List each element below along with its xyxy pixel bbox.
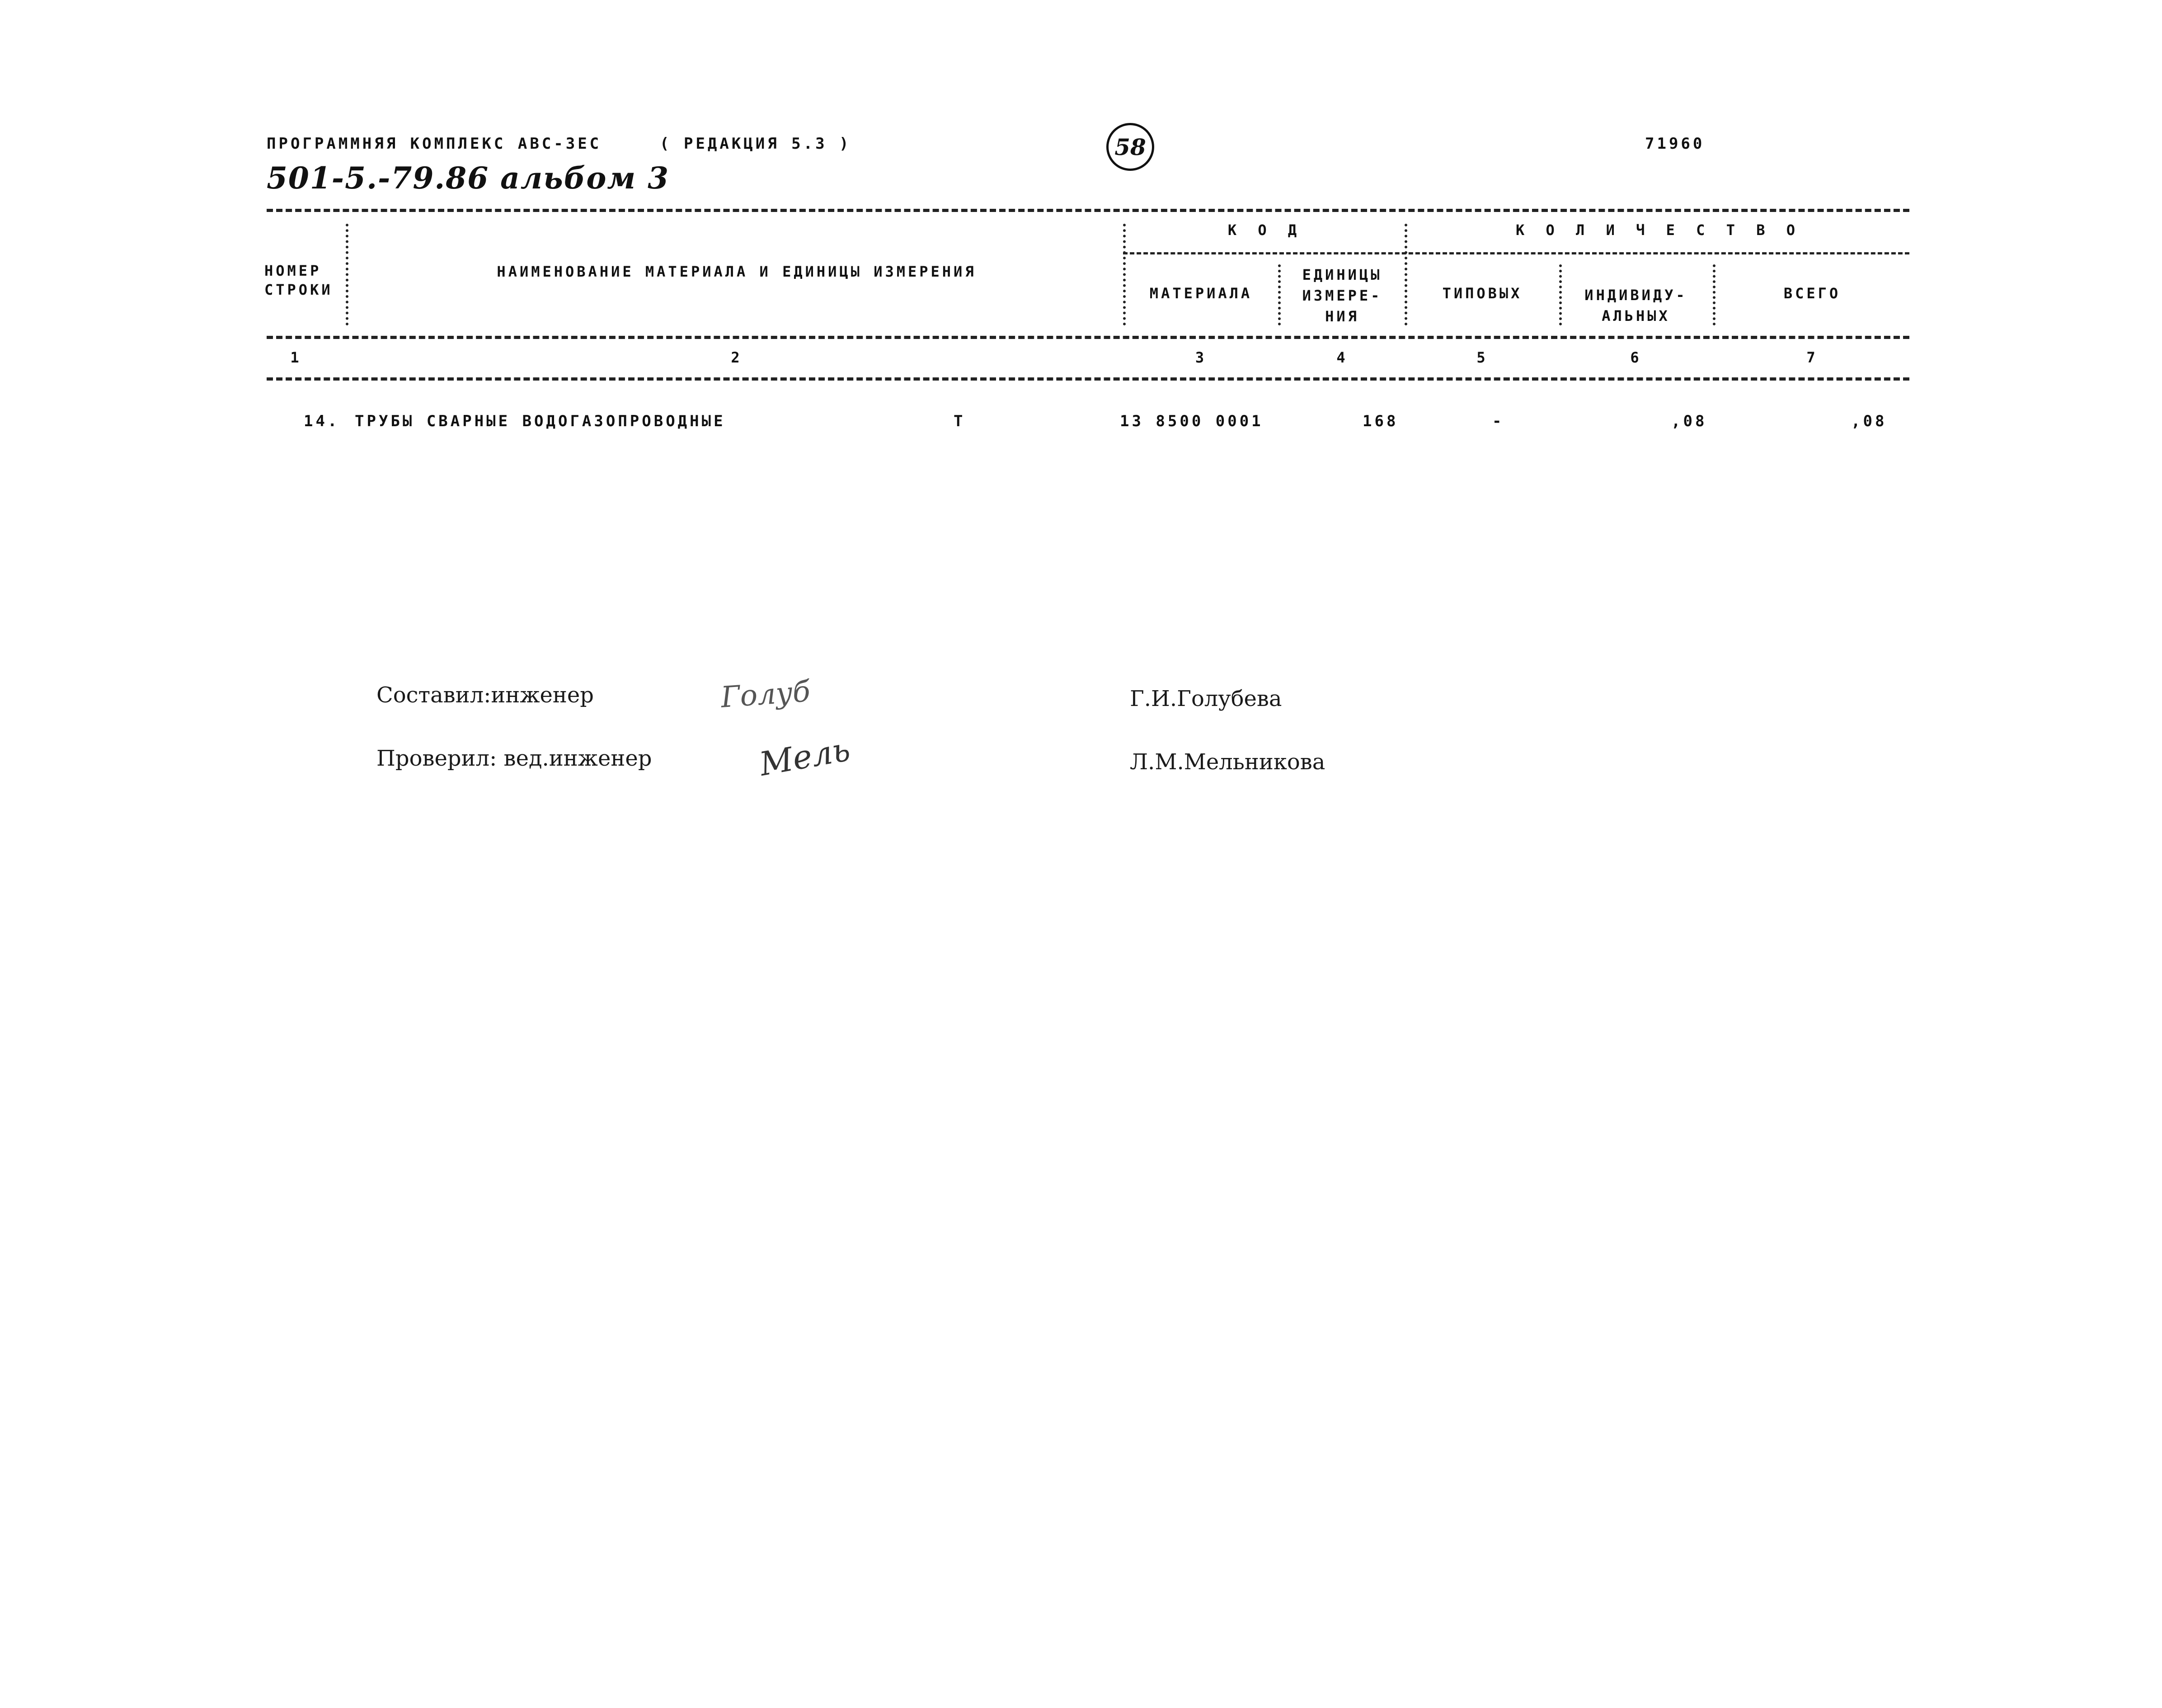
material-code: 13 8500 0001 (1120, 412, 1264, 430)
table-top-rule (267, 209, 1909, 212)
subgroup-rule (1123, 252, 1909, 254)
program-title: ПРОГРАММНЯЯ КОМПЛЕКС АВС-3ЕС (267, 135, 602, 153)
measurement-unit: Т (954, 412, 966, 430)
col-sep-4 (1405, 224, 1407, 325)
individual-header: ИНДИВИДУ- АЛЬНЫХ (1584, 287, 1687, 325)
compiled-by-label: Составил:инженер (376, 682, 594, 708)
album-label: 501-5.-79.86 альбом 3 (267, 160, 670, 196)
col-sep-3 (1278, 264, 1281, 325)
col-sep-6 (1713, 264, 1716, 325)
col-number-1: 1 (290, 349, 302, 366)
col-sep-1 (346, 224, 348, 325)
compiled-by-name: Г.И.Голубева (1130, 686, 1282, 711)
checked-by-label: Проверил: вед.инженер (376, 746, 652, 771)
typical-quantity: - (1492, 412, 1504, 430)
col-sep-2 (1123, 224, 1126, 325)
unit-code-header: ЕДИНИЦЫ ИЗМЕРЕ- НИЯ (1302, 266, 1382, 325)
checked-signature: Мель (757, 730, 853, 783)
individual-quantity: ,08 (1671, 412, 1707, 430)
code-group-header: К О Д (1227, 221, 1303, 239)
col-number-3: 3 (1195, 349, 1207, 366)
document-code: 71960 (1645, 135, 1705, 153)
material-code-header: МАТЕРИАЛА (1149, 285, 1253, 302)
quantity-group-header: К О Л И Ч Е С Т В О (1515, 221, 1802, 239)
checked-by-name: Л.М.Мельникова (1130, 749, 1325, 775)
total-header: ВСЕГО (1783, 285, 1841, 302)
unit-code: 168 (1363, 412, 1399, 430)
compiled-signature: Голуб (719, 675, 812, 715)
total-quantity: ,08 (1851, 412, 1887, 430)
col-number-2: 2 (731, 349, 743, 366)
col-number-6: 6 (1630, 349, 1642, 366)
edition-label: ( РЕДАКЦИЯ 5.3 ) (660, 135, 851, 153)
number-row-rule (267, 377, 1909, 381)
col-number-5: 5 (1476, 349, 1488, 366)
header-bottom-rule (267, 336, 1909, 339)
name-header: НАИМЕНОВАНИЕ МАТЕРИАЛА И ЕДИНИЦЫ ИЗМЕРЕНИЯ (497, 263, 977, 280)
row-number: 14. (304, 412, 340, 430)
col-number-4: 4 (1336, 349, 1348, 366)
row-number-header: НОМЕР СТРОКИ (264, 262, 333, 298)
page-number: 58 (1114, 133, 1146, 160)
typical-header: ТИПОВЫХ (1442, 285, 1523, 302)
material-name: ТРУБЫ СВАРНЫЕ ВОДОГАЗОПРОВОДНЫЕ (355, 412, 726, 430)
page-number-stamp (1106, 123, 1154, 171)
col-number-7: 7 (1806, 349, 1818, 366)
